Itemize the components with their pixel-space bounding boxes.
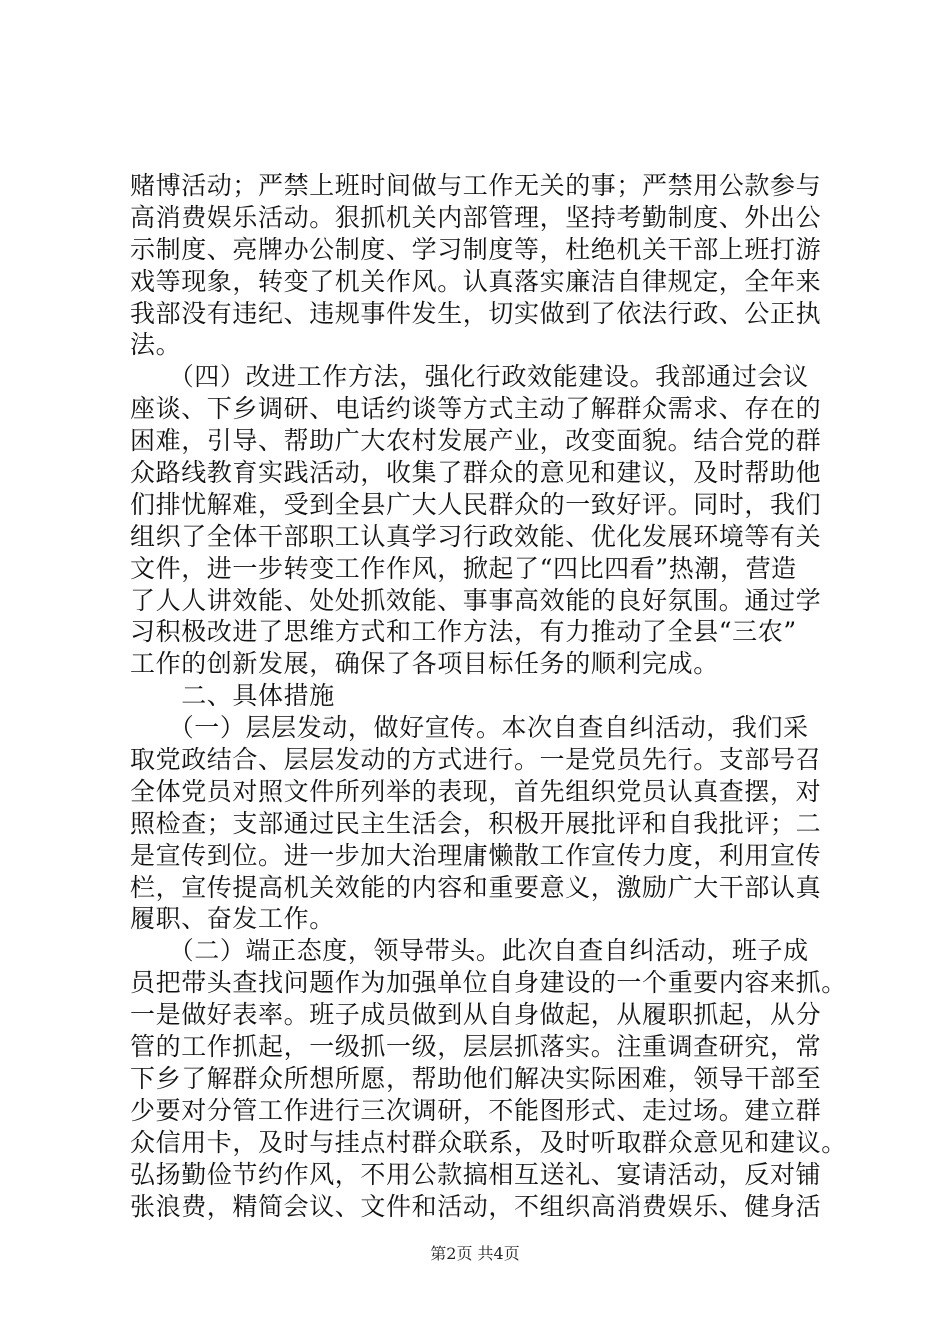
text-line: （一）层层发动，做好宣传。本次自查自纠活动，我们采 (130, 713, 809, 743)
text-line: （四）改进工作方法，强化行政效能建设。我部通过会议 (130, 362, 809, 392)
text-line: 张浪费，精简会议、文件和活动，不组织高消费娱乐、健身活 (130, 1191, 822, 1221)
text-line: 文件，进一步转变工作作风，掀起了“四比四看”热潮，营造 (130, 553, 797, 583)
text-line: 法。 (130, 330, 182, 360)
text-line: 取党政结合、层层发动的方式进行。一是党员先行。支部号召 (130, 745, 822, 775)
text-line: 了人人讲效能、处处抓效能、事事高效能的良好氛围。通过学 (130, 585, 822, 615)
text-line: 赌博活动；严禁上班时间做与工作无关的事；严禁用公款参与 (130, 171, 822, 200)
text-line: 示制度、亮牌办公制度、学习制度等，杜绝机关干部上班打游 (130, 234, 822, 264)
body-text (130, 170, 847, 1222)
text-line: 下乡了解群众所想所愿，帮助他们解决实际困难，领导干部至 (130, 1063, 822, 1093)
text-line: 工作的创新发展，确保了各项目标任务的顺利完成。 (130, 649, 719, 679)
text-line: 全体党员对照文件所列举的表现，首先组织党员认真查摆，对 (130, 776, 822, 806)
text-line: 组织了全体干部职工认真学习行政效能、优化发展环境等有关 (130, 521, 822, 551)
text-line: 二、具体措施 (130, 681, 335, 711)
text-line: 困难，引导、帮助广大农村发展产业，改变面貌。结合党的群 (130, 426, 822, 456)
text-line: 们排忧解难，受到全县广大人民群众的一致好评。同时，我们 (130, 489, 822, 519)
text-line: 座谈、下乡调研、电话约谈等方式主动了解群众需求、存在的 (130, 394, 822, 424)
text-line: 是宣传到位。进一步加大治理庸懒散工作宣传力度，利用宣传 (130, 840, 822, 870)
text-line: 戏等现象，转变了机关作风。认真落实廉洁自律规定，全年来 (130, 266, 822, 296)
text-line: 管的工作抓起，一级抓一级，层层抓落实。注重调查研究，常 (130, 1032, 822, 1062)
text-line: 一是做好表率。班子成员做到从自身做起，从履职抓起，从分 (130, 1000, 822, 1030)
text-line: （二）端正态度，领导带头。此次自查自纠活动，班子成 (130, 936, 809, 966)
text-line: 我部没有违纪、违规事件发生，切实做到了依法行政、公正执 (130, 298, 822, 328)
text-line: 履职、奋发工作。 (130, 904, 335, 934)
text-line: 众路线教育实践活动，收集了群众的意见和建议，及时帮助他 (130, 458, 822, 488)
page-footer: 第2页 共4页 (430, 1244, 520, 1263)
text-line: 照检查；支部通过民主生活会，积极开展批评和自我批评；二 (130, 808, 822, 838)
text-line: 员把带头查找问题作为加强单位自身建设的一个重要内容来抓。 (130, 968, 847, 998)
text-line: 栏，宣传提高机关效能的内容和重要意义，激励广大干部认真 (130, 872, 822, 902)
text-line: 少要对分管工作进行三次调研，不能图形式、走过场。建立群 (130, 1095, 822, 1125)
text-line: 众信用卡，及时与挂点村群众联系，及时听取群众意见和建议。 (130, 1127, 847, 1157)
text-line: 习积极改进了思维方式和工作方法，有力推动了全县“三农” (130, 617, 797, 647)
text-line: 高消费娱乐活动。狠抓机关内部管理，坚持考勤制度、外出公 (130, 202, 822, 232)
text-line: 弘扬勤俭节约作风，不用公款搞相互送礼、宴请活动，反对铺 (130, 1159, 822, 1189)
